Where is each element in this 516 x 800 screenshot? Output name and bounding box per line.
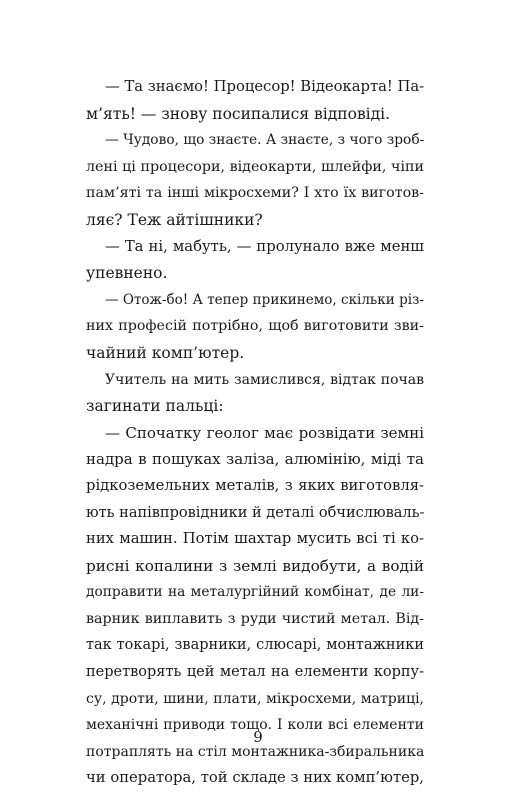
text-line: пам’яті та інші мікросхеми? І хто їх виготов- — [86, 185, 424, 202]
paragraph-3 — [86, 234, 424, 287]
text-line: су, дроти, шини, плати, мікросхеми, матриці, — [86, 690, 424, 707]
text-line: чи оператора, той складе з них комп’ютер, — [86, 769, 424, 787]
text-line: — Чудово, що знаєте. А знаєте, з чого зроб- — [105, 132, 425, 149]
text-line: них професій потрібно, щоб виготовити зви- — [86, 318, 424, 335]
text-line: рідкоземельних металів, з яких виготовля- — [86, 476, 424, 494]
text-line: — Отож-бо! А тепер прикинемо, скільки різ- — [105, 291, 424, 308]
text-line: механічні приводи тощо. І коли всі елементи — [86, 717, 424, 734]
paragraph-4 — [86, 287, 424, 367]
text-line: м’ять! — знову посипалися відповіді. — [86, 104, 391, 123]
text-line: надра в пошуках заліза, алюмінію, міді та — [86, 450, 424, 469]
text-line: упевнено. — [86, 264, 168, 283]
text-line: рисні копалини з землі видобути, а водій — [86, 556, 424, 575]
text-line: — Спочатку геолог має розвідати земні — [105, 423, 424, 442]
text-line: них машин. Потім шахтар мусить всі ті ко- — [86, 530, 424, 548]
text-line: варник виплавить з руди чистий метал. Від- — [86, 610, 424, 627]
text-line: ють напівпровідники й деталі обчислюваль- — [86, 504, 425, 521]
text-line: чайний комп’ютер. — [86, 343, 245, 362]
text-line: доправити на металургійний комбінат, де ли- — [86, 584, 424, 601]
text-line: перетворять цей метал на елементи корпу- — [86, 664, 424, 681]
text-line: так токарі, зварники, слюсарі, монтажники — [86, 637, 424, 654]
text-line: — Та ні, мабуть, — пролунало вже менш — [105, 237, 424, 255]
text-line: потраплять на стіл монтажника-збиральника — [86, 743, 425, 760]
text-line: ляє? Теж айтішники? — [86, 210, 263, 229]
page-number: 9 — [253, 728, 263, 746]
paragraph-5 — [86, 367, 424, 420]
paragraph-2 — [86, 127, 424, 233]
paragraph-1 — [86, 74, 424, 127]
text-line: — Та знаємо! Процесор! Відеокарта! Па- — [105, 78, 425, 95]
text-line: загинати пальці: — [86, 397, 224, 416]
text-line: лені ці процесори, відеокарти, шлейфи, чіпи — [86, 158, 424, 175]
body-text — [86, 74, 424, 792]
text-line: Учитель на мить замислився, відтак почав — [105, 371, 424, 388]
